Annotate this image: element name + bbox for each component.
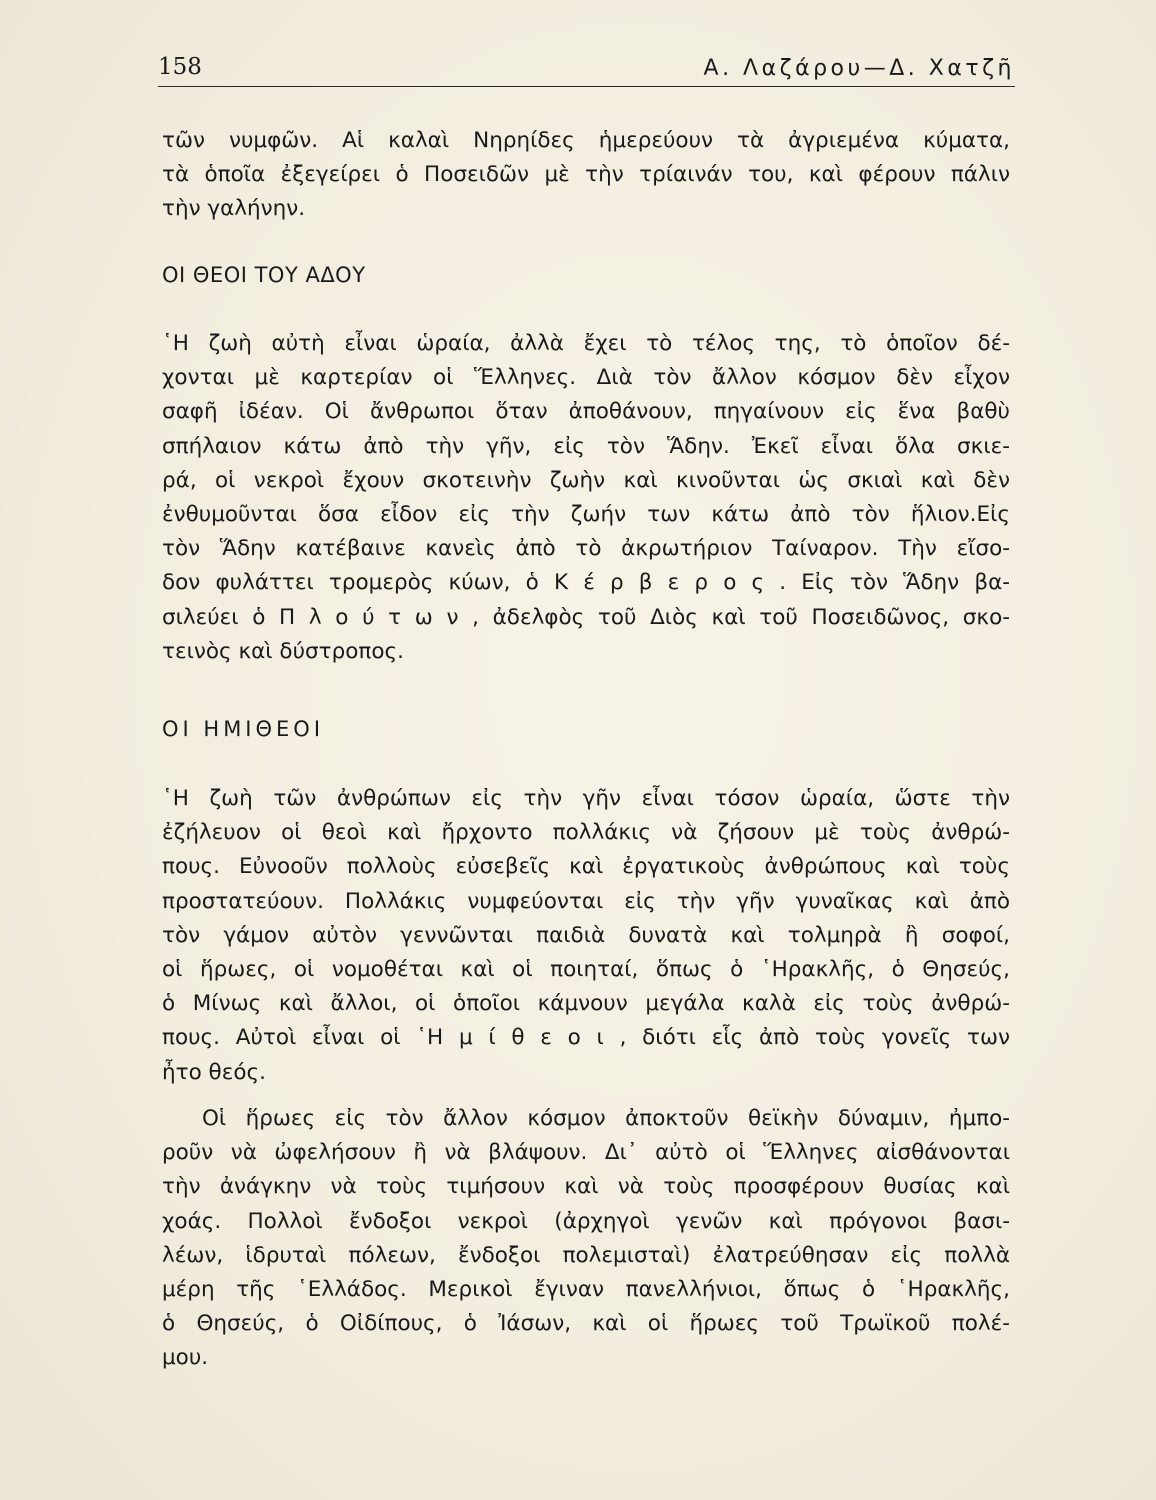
text-line: ἐζήλευον οἱ θεοὶ καὶ ἤρχοντο πολλάκις νὰ ζήσουν μὲ τοὺς ἀνθρώ- <box>162 820 1010 846</box>
text-line: πους. Εὐνοοῦν πολλοὺς εὐσεβεῖς καὶ ἐργατικοὺς ἀνθρώπους καὶ τοὺς <box>162 854 1010 880</box>
text-line: ροῦν νὰ ὠφελήσουν ἢ νὰ βλάψουν. Δι᾽ αὐτὸ οἱ Ἕλληνες αἰσθάνονται <box>162 1140 1010 1166</box>
page-number: 158 <box>158 54 202 80</box>
section-heading-hades: ΟΙ ΘΕΟΙ ΤΟΥ ΑΔΟΥ <box>162 263 366 287</box>
text-line: ῾Η ζωὴ αὐτὴ εἶναι ὡραία, ἀλλὰ ἔχει τὸ τέλος της, τὸ ὁποῖον δέ- <box>162 331 1010 356</box>
running-header <box>158 50 1015 87</box>
text-line: πους. Αὐτοὶ εἶναι οἱ ῾Η μ ί θ ε ο ι , διότι εἷς ἀπὸ τοὺς γονεῖς των <box>162 1025 1010 1051</box>
paragraph-demigods-1 <box>162 782 1010 1090</box>
paragraph-hades <box>162 327 1010 669</box>
text-line: ἐνθυμοῦνται ὅσα εἶδον εἰς τὴν ζωήν των κάτω ἀπὸ τὸν ἥλιον.Εἰς <box>162 502 1010 528</box>
text-line: ἦτο θεός. <box>162 1059 266 1085</box>
text-line: ῾Η ζωὴ τῶν ἀνθρώπων εἰς τὴν γῆν εἶναι τόσον ὡραία, ὥστε τὴν <box>162 786 1010 811</box>
text-line: λέων, ἱδρυταὶ πόλεων, ἔνδοξοι πολεμισταὶ) ἐλατρεύθησαν εἰς πολλὰ <box>162 1242 1010 1268</box>
section-heading-demigods: ΟΙ ΗΜΙΘΕΟΙ <box>162 717 325 741</box>
text-line: δον φυλάττει τρομερὸς κύων, ὁ Κ έ ρ β ε ρ ο ς . Εἰς τὸν Ἅδην βα- <box>162 570 1010 596</box>
paragraph-nymphs <box>162 124 1010 227</box>
text-line: τὸν γάμον αὐτὸν γεννῶνται παιδιὰ δυνατὰ καὶ τολμηρὰ ἢ σοφοί, <box>162 922 1010 948</box>
text-line: σαφῆ ἰδέαν. Οἱ ἄνθρωποι ὅταν ἀποθάνουν, πηγαίνουν εἰς ἕνα βαθὺ <box>162 399 1010 425</box>
paragraph-demigods-2 <box>162 1102 1010 1376</box>
text-line: χοάς. Πολλοὶ ἔνδοξοι νεκροὶ (ἀρχηγοὶ γενῶν καὶ πρόγονοι βασι- <box>162 1208 1010 1234</box>
text-line: τεινὸς καὶ δύστροπος. <box>162 638 404 664</box>
text-line: τῶν νυμφῶν. Αἱ καλαὶ Νηρηίδες ἡμερεύουν τὰ ἀγριεμένα κύματα, <box>162 128 1010 153</box>
text-line: ὁ Θησεύς, ὁ Οἰδίπους, ὁ Ἰάσων, καὶ οἱ ἥρωες τοῦ Τρωϊκοῦ πολέ- <box>162 1311 1010 1337</box>
text-line: τὸν Ἅδην κατέβαινε κανεὶς ἀπὸ τὸ ἀκρωτήριον Ταίναρον. Τὴν εἴσο- <box>162 536 1010 562</box>
text-line: ὁ Μίνως καὶ ἄλλοι, οἱ ὁποῖοι κάμνουν μεγάλα καλὰ εἰς τοὺς ἀνθρώ- <box>162 991 1010 1017</box>
text-line: ρά, οἱ νεκροὶ ἔχουν σκοτεινὴν ζωὴν καὶ κινοῦνται ὡς σκιαὶ καὶ δὲν <box>162 467 1010 493</box>
text-line: Οἱ ἥρωες εἰς τὸν ἄλλον κόσμον ἀποκτοῦν θεϊκὴν δύναμιν, ἠμπο- <box>202 1106 1010 1131</box>
text-line: χονται μὲ καρτερίαν οἱ Ἕλληνες. Διὰ τὸν ἄλλον κόσμον δὲν εἶχον <box>162 365 1010 391</box>
text-line: οἱ ἥρωες, οἱ νομοθέται καὶ οἱ ποιηταί, ὅπως ὁ ῾Ηρακλῆς, ὁ Θησεύς, <box>162 957 1010 983</box>
text-line: μέρη τῆς ῾Ελλάδος. Μερικοὶ ἔγιναν πανελλήνιοι, ὅπως ὁ ῾Ηρακλῆς, <box>162 1277 1010 1303</box>
running-title: Α. Λαζάρου—Δ. Χατζῆ <box>703 56 1015 81</box>
text-line: σιλεύει ὁ Π λ ο ύ τ ω ν , ἀδελφὸς τοῦ Διὸς καὶ τοῦ Ποσειδῶνος, σκο- <box>162 604 1010 630</box>
text-line: σπήλαιον κάτω ἀπὸ τὴν γῆν, εἰς τὸν Ἅδην. Ἐκεῖ εἶναι ὅλα σκιε- <box>162 433 1010 459</box>
text-line: τὴν γαλήνην. <box>162 196 306 222</box>
text-line: τὰ ὁποῖα ἐξεγείρει ὁ Ποσειδῶν μὲ τὴν τρίαινάν του, καὶ φέρουν πάλιν <box>162 162 1010 188</box>
text-line: μου. <box>162 1345 209 1371</box>
text-line: προστατεύουν. Πολλάκις νυμφεύονται εἰς τὴν γῆν γυναῖκας καὶ ἀπὸ <box>162 888 1010 914</box>
text-line: τὴν ἀνάγκην νὰ τοὺς τιμήσουν καὶ νὰ τοὺς προσφέρουν θυσίας καὶ <box>162 1174 1010 1200</box>
